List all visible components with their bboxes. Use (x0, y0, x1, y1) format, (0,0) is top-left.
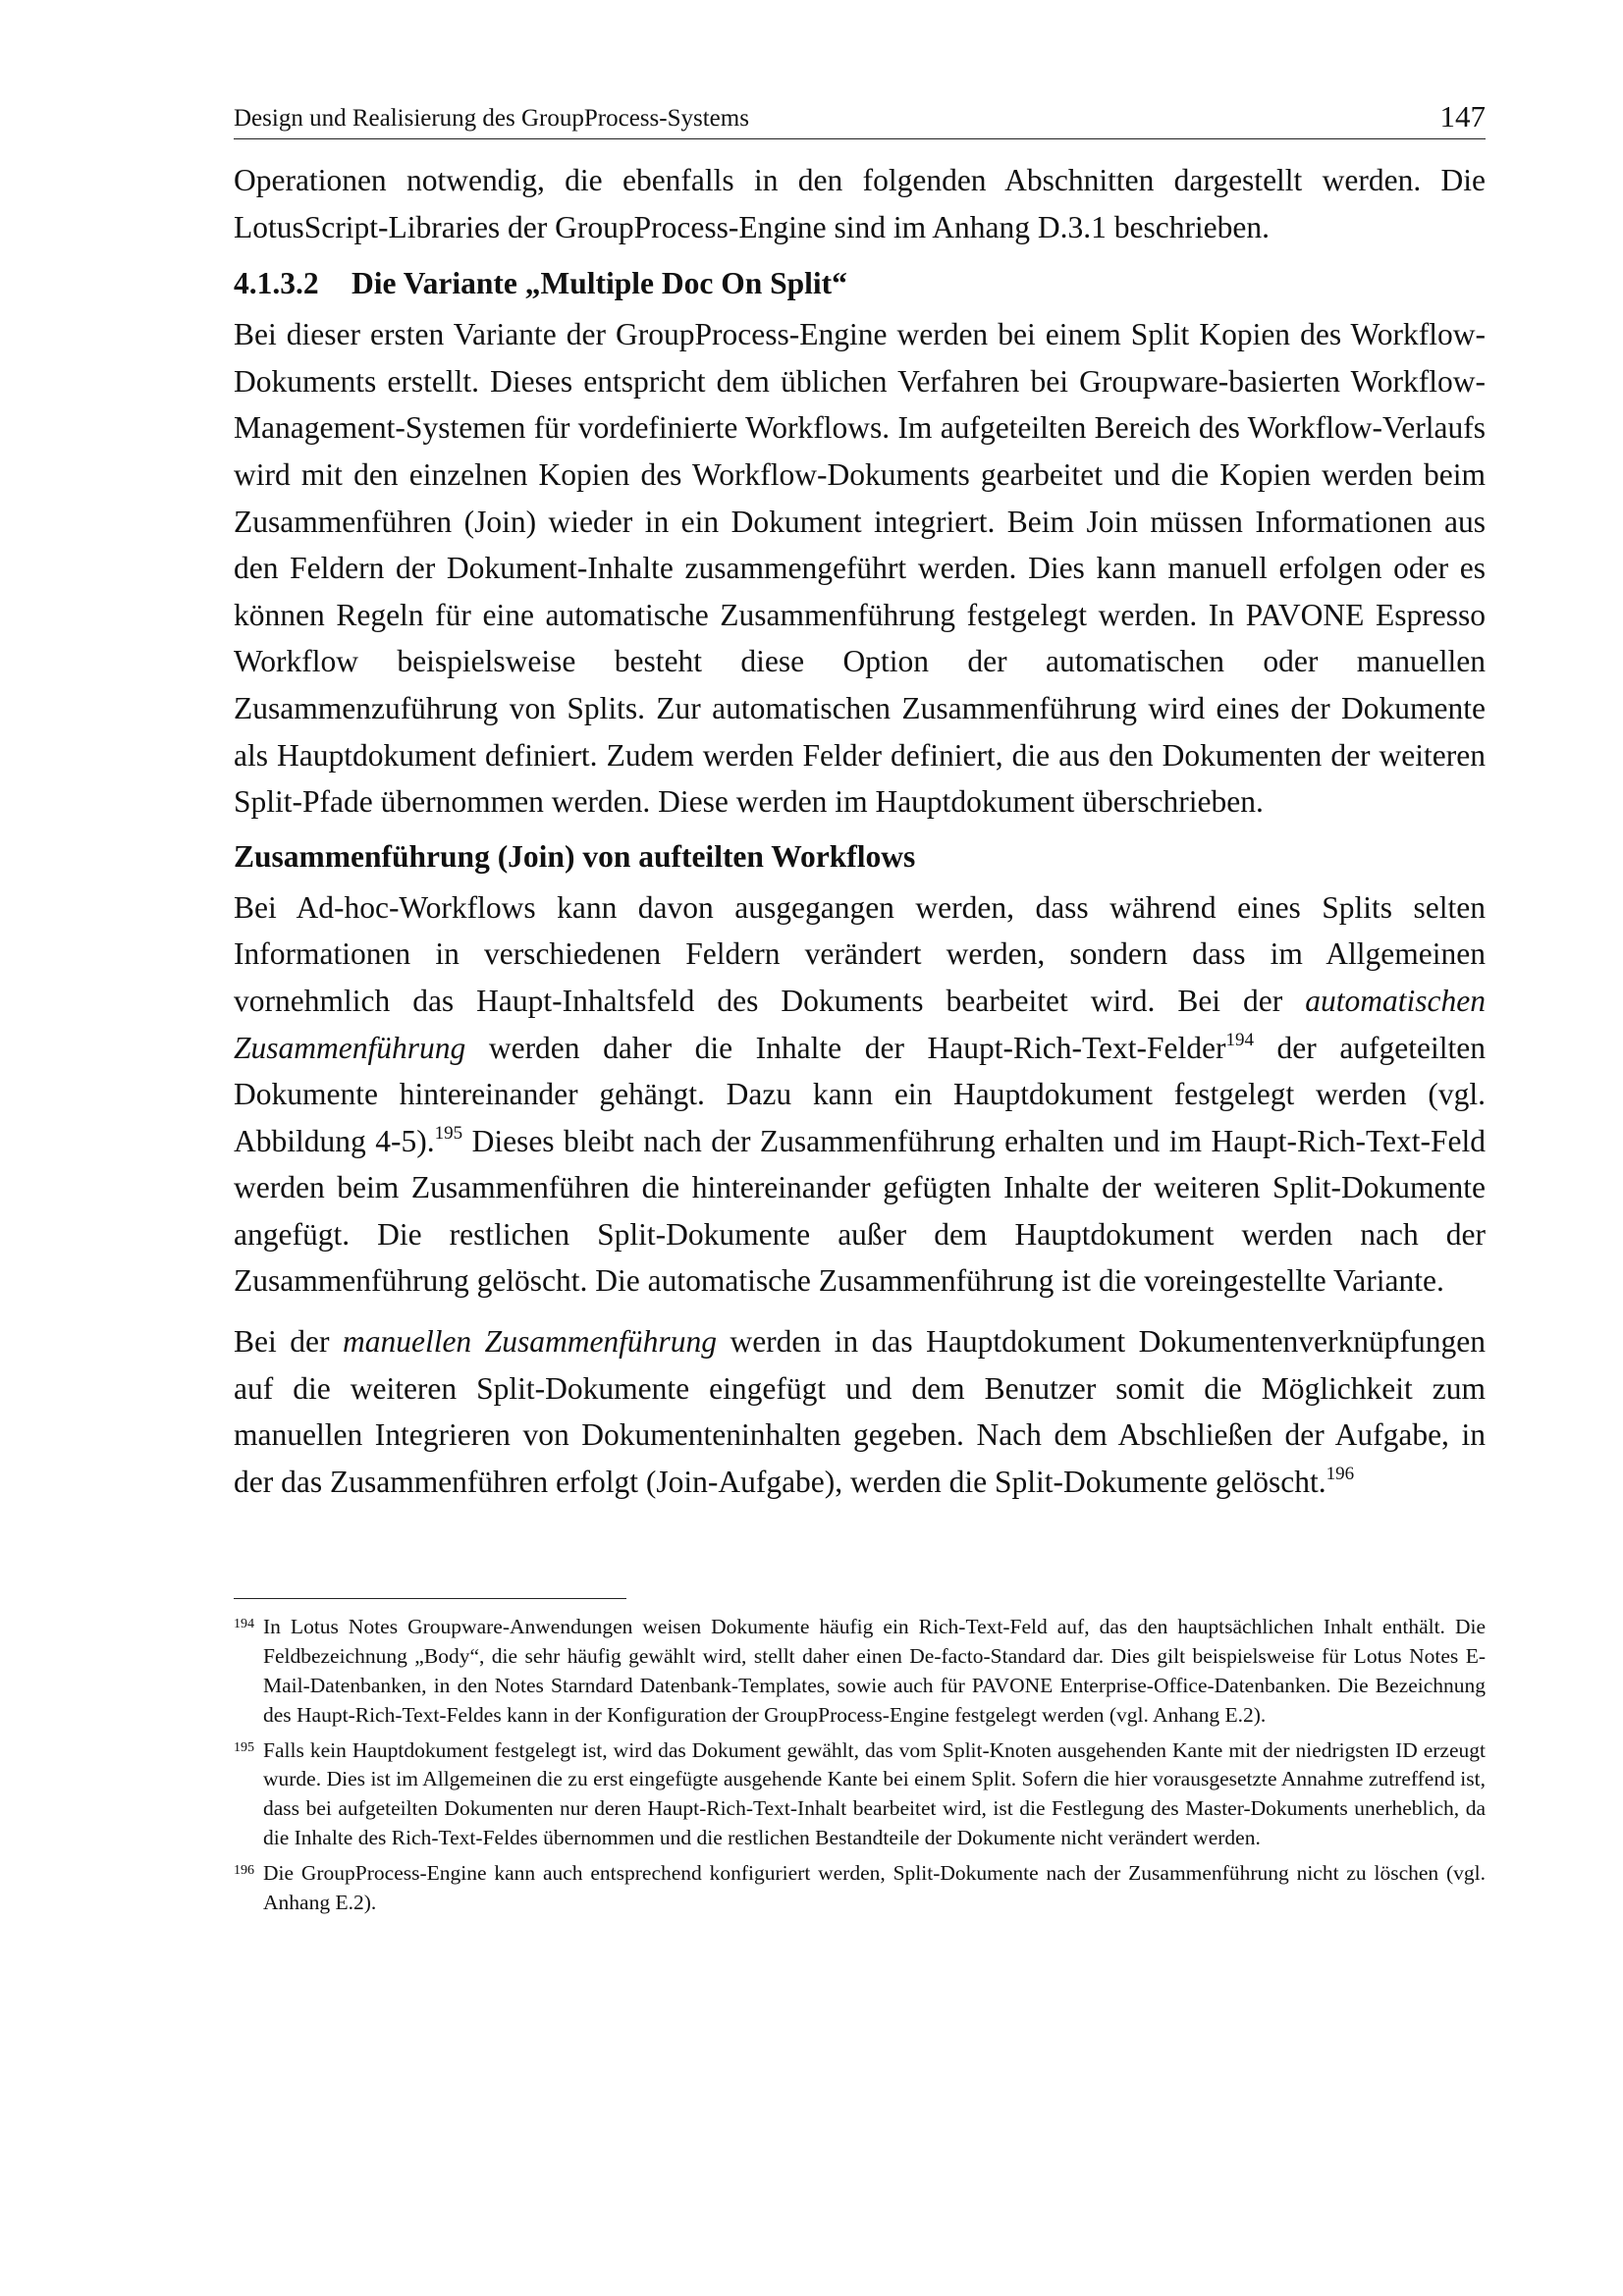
footnotes (234, 1613, 1486, 1917)
text-run: Bei der (234, 1324, 343, 1360)
footnote (234, 1859, 1486, 1918)
footnote (234, 1613, 1486, 1730)
footnote-number: 195 (234, 1739, 254, 1755)
footnote-ref[interactable]: 194 (1225, 1029, 1254, 1050)
footnote-ref[interactable]: 196 (1325, 1463, 1355, 1484)
text-run: werden in das Hauptdokument Dokumentenverknüpfungen auf die weiteren Split-Dokumente eingefügt und dem Benutzer somit die Möglichkeit zum manuellen Integrieren von Dokumenteninhalten gegeben. Nach dem Abschließen der Aufgabe, in der das Zusammenführen erfolgt (Join-Aufgabe), werden die Split-Dokumente gelöscht. (234, 1324, 1486, 1499)
page-number: 147 (1439, 99, 1486, 133)
paragraph-manual-join (234, 1318, 1486, 1505)
footnote (234, 1736, 1486, 1853)
footnote-text: In Lotus Notes Groupware-Anwendungen weisen Dokumente häufig ein Rich-Text-Feld auf, das den hauptsächlichen Inhalt enthält. Die Feldbezeichnung „Body“, die sehr häufig gewählt wird, stellt daher einen De-facto-Standard dar. Dies gilt beispielsweise für Lotus Notes E-Mail-Datenbanken, in den Notes Starndard Datenbank-Templates, sowie auch für PAVONE Enterprise-Office-Datenbanken. Die Bezeichnung des Haupt-Rich-Text-Feldes kann in der Konfiguration der GroupProcess-Engine festgelegt werden (vgl. Anhang E.2). (263, 1615, 1486, 1727)
text-run: Dieses bleibt nach der Zusammenführung erhalten und im Haupt-Rich-Text-Feld werden beim Zusammenführen die hintereinander gefügten Inhalte der weiteren Split-Dokumente angefügt. Die restlichen Split-Dokumente außer dem Hauptdokument werden nach der Zusammenführung gelöscht. Die automatische Zusammenführung ist die voreingestellte Variante. (234, 1123, 1486, 1299)
footnote-text: Die GroupProcess-Engine kann auch entsprechend konfiguriert werden, Split-Dokumente nach der Zusammenführung nicht zu löschen (vgl. Anhang E.2). (263, 1860, 1486, 1914)
emphasis: automatischen Zusammenführung (234, 983, 1486, 1065)
text-run: der aufgeteilten Dokumente hintereinander gehängt. Dazu kann ein Hauptdokument festgelegt werden (vgl. Abbildung 4-5). (234, 1030, 1486, 1158)
paragraph-variant: Bei dieser ersten Variante der GroupProcess-Engine werden bei einem Split Kopien des Workflow-Dokuments erstellt. Dieses entspricht dem üblichen Verfahren bei Groupware-basierten Workflow-Management-Systemen für vordefinierte Workflows. Im aufgeteilten Bereich des Workflow-Verlaufs wird mit den einzelnen Kopien des Workflow-Dokuments gearbeitet und die Kopien werden beim Zusammenführen (Join) wieder in ein Dokument integriert. Beim Join müssen Informationen aus den Feldern der Dokument-Inhalte zusammengeführt werden. Dies kann manuell erfolgen oder es können Regeln für eine automatische Zusammenführung festgelegt werden. In PAVONE Espresso Workflow beispielsweise besteht diese Option der automatischen oder manuellen Zusammenzuführung von Splits. Zur automatischen Zusammenführung wird eines der Dokumente als Hauptdokument definiert. Zudem werden Felder definiert, die aus den Dokumenten der weiteren Split-Pfade übernommen werden. Diese werden im Hauptdokument überschrieben. (234, 317, 1486, 820)
header-title: Design und Realisierung des GroupProcess-Systems (234, 105, 749, 132)
subheading: Zusammenführung (Join) von aufteilten Workflows (234, 838, 916, 874)
footnote-number: 196 (234, 1862, 254, 1878)
running-header (234, 93, 1486, 139)
footnote-number: 194 (234, 1617, 254, 1632)
text-run: Bei Ad-hoc-Workflows kann davon ausgegangen werden, dass während eines Splits selten Informationen in verschiedenen Feldern verändert werden, sondern dass im Allgemeinen vornehmlich das Haupt-Inhaltsfeld des Dokuments bearbeitet wird. Bei der (234, 889, 1486, 1018)
footnote-divider (234, 1598, 626, 1599)
section-number: 4.1.3.2 (234, 266, 319, 301)
section-title: Die Variante „Multiple Doc On Split“ (352, 266, 847, 301)
footnote-text: Falls kein Hauptdokument festgelegt ist, wird das Dokument gewählt, das vom Split-Knoten ausgehenden Kante mit der niedrigsten ID erzeugt wurde. Dies ist im Allgemeinen die zu erst eingefügte ausgehende Kante bei einem Split. Sofern die hier vorausgesetzte Annahme zutreffend ist, dass bei aufgeteilten Dokumenten nur deren Haupt-Rich-Text-Inhalt bearbeitet wird, ist die Festlegung des Master-Dokuments unerheblich, da die Inhalte des Rich-Text-Feldes übernommen und die restlichen Bestandteile der Dokumente nicht verändert werden. (263, 1737, 1486, 1850)
body-text (234, 157, 1486, 1505)
paragraph-continued: Operationen notwendig, die ebenfalls in den folgenden Abschnitten dargestellt werden. Die LotusScript-Libraries der GroupProcess-Engine sind im Anhang D.3.1 beschrieben. (234, 163, 1486, 244)
paragraph-automatic-join (234, 884, 1486, 1305)
document-page (234, 93, 1486, 1923)
text-run: werden daher die Inhalte der Haupt-Rich-Text-Felder (465, 1030, 1226, 1065)
emphasis: manuellen Zusammenführung (342, 1324, 717, 1360)
section-heading (234, 262, 1486, 305)
footnote-ref[interactable]: 195 (434, 1122, 463, 1144)
